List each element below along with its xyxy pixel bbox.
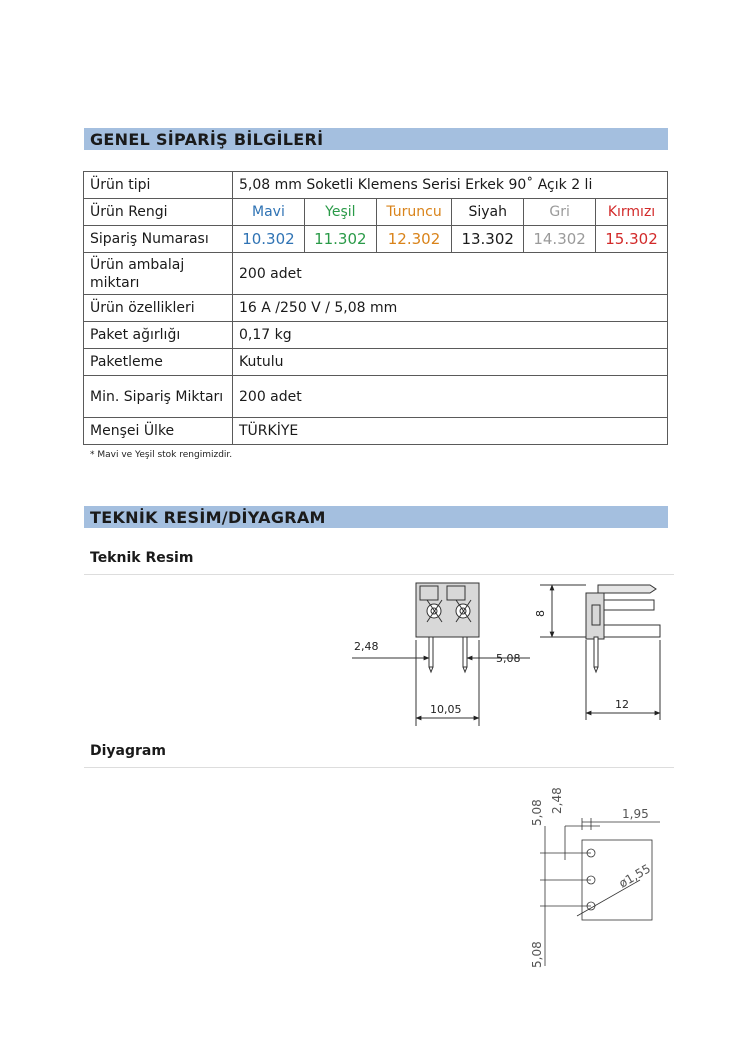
- row-label: Min. Sipariş Miktarı: [84, 376, 233, 418]
- row-label: Paket ağırlığı: [84, 322, 233, 349]
- row-value: TÜRKİYE: [233, 418, 668, 445]
- order-number-cell: 11.302: [304, 226, 376, 253]
- dim-pitch: 5,08: [496, 652, 521, 665]
- dim-depth: 12: [615, 698, 629, 711]
- row-value: 200 adet: [233, 376, 668, 418]
- diagram-dim-hole: ø1,55: [616, 861, 653, 891]
- color-name-cell: Gri: [524, 199, 596, 226]
- color-name-cell: Mavi: [233, 199, 305, 226]
- row-value: 0,17 kg: [233, 322, 668, 349]
- row-label: Ürün ambalaj miktarı: [84, 253, 233, 295]
- row-label: Sipariş Numarası: [84, 226, 233, 253]
- drawing-subtitle: Teknik Resim: [90, 550, 194, 566]
- row-label: Ürün özellikleri: [84, 295, 233, 322]
- color-name-cell: Yeşil: [304, 199, 376, 226]
- section-title: GENEL SİPARİŞ BİLGİLERİ: [90, 130, 324, 149]
- order-number-cell: 10.302: [233, 226, 305, 253]
- row-value: 16 A /250 V / 5,08 mm: [233, 295, 668, 322]
- row-label: Paketleme: [84, 349, 233, 376]
- row-label: Menşei Ülke: [84, 418, 233, 445]
- stock-footnote: * Mavi ve Yeşil stok rengimizdir.: [90, 450, 233, 460]
- order-number-cell: 14.302: [524, 226, 596, 253]
- order-number-cell: 15.302: [596, 226, 668, 253]
- dim-pitch-offset: 2,48: [354, 640, 379, 653]
- row-value: Kutulu: [233, 349, 668, 376]
- section-title: TEKNİK RESİM/DİYAGRAM: [90, 508, 326, 527]
- diagram-dim-edge: 1,95: [622, 807, 649, 821]
- color-name-cell: Kırmızı: [596, 199, 668, 226]
- row-label: Ürün Rengi: [84, 199, 233, 226]
- order-number-cell: 12.302: [376, 226, 451, 253]
- order-number-cell: 13.302: [452, 226, 524, 253]
- color-name-cell: Turuncu: [376, 199, 451, 226]
- row-value: 5,08 mm Soketli Klemens Serisi Erkek 90˚ Açık 2 li: [233, 172, 668, 199]
- dim-width: 10,05: [430, 703, 462, 716]
- diagram-dim-offset: 2,48: [550, 787, 564, 814]
- diagram-dim-pitch-bottom: 5,08: [530, 941, 544, 968]
- color-name-cell: Siyah: [452, 199, 524, 226]
- row-label: Ürün tipi: [84, 172, 233, 199]
- diagram-dim-pitch-top: 5,08: [530, 799, 544, 826]
- dim-height: 8: [534, 610, 547, 617]
- row-value: 200 adet: [233, 253, 668, 295]
- diagram-subtitle: Diyagram: [90, 743, 166, 759]
